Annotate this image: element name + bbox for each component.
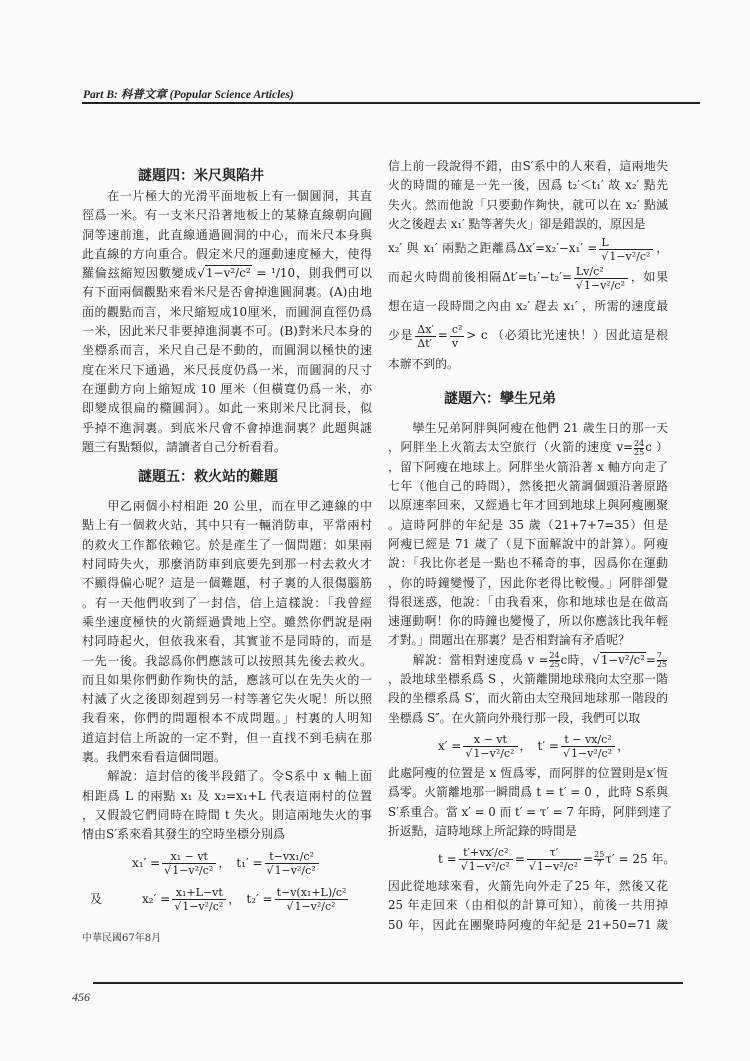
publication-date: 中華民國67年8月 — [82, 932, 162, 944]
text-run: 少是 — [388, 328, 414, 343]
text-run: 50 年，因此在團聚時阿瘦的年紀是 21+50=71 歲 — [388, 917, 668, 932]
text-run: 想在這一段時間之內由 x₂′ 趕去 x₁′ ，所需的速度最 — [388, 299, 668, 314]
square-root — [267, 863, 317, 877]
text-line — [82, 283, 372, 302]
text-line — [388, 234, 668, 263]
radicand: 1−v²/c² — [600, 652, 645, 667]
radicand: 1−v²/c² — [172, 863, 214, 877]
text-run: 在運動方向上縮短成 10 厘米（但橫寬仍爲一米，亦 — [82, 381, 372, 396]
fraction — [450, 323, 465, 350]
text-run: 因此從地球來看，火箭先向外走了25 年，然後又花 — [388, 879, 668, 894]
small-fraction — [594, 851, 604, 868]
text-run: ， — [655, 241, 668, 256]
text-run: 徑爲一米。有一支米尺沿著地板上的某條直線朝向圓 — [82, 208, 372, 223]
text-run: t = — [438, 852, 457, 867]
square-root — [576, 278, 626, 292]
text-line — [388, 651, 668, 670]
text-run: 而且如果你們動作夠快的話，應該可以在先失火的一 — [82, 672, 372, 687]
text-line — [82, 690, 372, 709]
text-run: = — [583, 852, 594, 867]
text-run: 解說：當相對速度爲 v = — [388, 652, 549, 667]
text-run: 村同時失火，那麼消防車到底要先到那一村去救火才 — [82, 557, 372, 572]
text-run: x₁+L−vt — [175, 885, 223, 899]
radical-sign: √ — [460, 860, 468, 874]
text-run: 的救火工作都依賴它。於是產生了一個問題：如果兩 — [82, 537, 372, 552]
text-run: L — [601, 235, 609, 249]
text-run: 才對。」問題出在那裏？是否相對論有矛盾呢？ — [388, 633, 630, 648]
text-line — [388, 292, 668, 321]
text-run: 一先一後。我認爲你們應該可以按照其先後去救火。 — [82, 653, 372, 668]
square-root — [563, 746, 613, 760]
text-run: 村同時起火，但依我來看，其實並不是同時的，而是 — [82, 634, 372, 649]
text-run: 羅倫玆縮短因數變成 — [82, 266, 198, 281]
text-line — [82, 226, 372, 245]
text-run: = ¹/10，則我們可以 — [251, 266, 372, 281]
text-line — [82, 825, 372, 844]
text-run: 乘坐速度極快的火箭經過貴地上空。雖然你們說是兩 — [82, 614, 372, 629]
denominator — [463, 746, 517, 760]
text-run: 乎掉不進洞裏。到底米尺會不會掉進洞裏？此題與謎 — [82, 420, 372, 435]
text-run: 有下面兩個觀點來看米尺是否會掉進圓洞裏。(A)由地 — [82, 285, 372, 300]
text-line — [82, 497, 372, 516]
text-run: 即變成很扁的橢圓洞）。如此一來則米尺比洞長，似 — [82, 401, 372, 416]
denominator: 25 — [549, 660, 560, 670]
text-run: 火之後趕去 x₁′ 點等著失火」卻是錯誤的，原因是 — [388, 216, 646, 231]
text-line — [82, 767, 372, 786]
radicand: 1−v²/c² — [570, 746, 613, 760]
text-run: 點上有一個救火站，其中只有一輛消防車，平常兩村 — [82, 518, 372, 533]
text-run: 坐標系而言，米尺自己是不動的，而圓洞以極快的速 — [82, 343, 372, 358]
radicand: 1−v²/c² — [609, 249, 651, 263]
text-run: 在一片極大的光滑平面地板上有一個圓洞，其直 — [82, 189, 372, 203]
text-run: 火的時間的確是一先一後，因爲 t₂′＜t₁′ 故 x₂′ 點先 — [388, 178, 668, 193]
radical-sign: √ — [197, 266, 205, 281]
denominator — [265, 863, 319, 877]
text-run: 爲零。火箭離地那一瞬間爲 t = t′ = 0 ，此時 S系與 — [388, 785, 668, 800]
radicand: 1−v²/c² — [294, 899, 336, 913]
denominator — [527, 859, 581, 873]
text-run: ， t₁′ = — [218, 855, 263, 870]
text-line — [82, 361, 372, 380]
text-run: 甲乙兩個小村相距 20 公里，而在甲乙連線的中 — [82, 499, 372, 514]
text-line — [388, 477, 668, 496]
numerator — [561, 733, 615, 746]
text-line — [82, 399, 372, 418]
text-line — [388, 350, 668, 379]
radical-sign: √ — [592, 652, 600, 667]
numerator — [265, 850, 319, 863]
small-fraction — [549, 652, 559, 669]
fraction — [527, 846, 581, 873]
text-run: x₁′ = — [132, 855, 161, 870]
text-line — [388, 263, 668, 292]
text-run: = — [645, 652, 656, 667]
text-line — [82, 729, 372, 748]
text-line — [82, 787, 372, 806]
numerator — [275, 886, 349, 899]
text-run: ，阿胖坐上火箭去太空旅行（火箭的速度 v= — [388, 440, 633, 455]
text-line — [82, 806, 372, 825]
text-run: x₁ − vt — [170, 849, 208, 863]
equation — [388, 728, 668, 764]
radicand: 1−v²/c² — [182, 899, 224, 913]
text-line — [82, 632, 372, 651]
text-line — [388, 822, 668, 841]
text-run: 。有一天他們收到了一封信，信上這樣說：「我曾經 — [82, 595, 372, 610]
equation — [388, 841, 676, 877]
running-header: Part B: 科普文章 (Popular Science Articles) — [83, 89, 294, 101]
text-run: 我看來，你們的問題根本不成問題。」村裏的人明知 — [82, 711, 372, 726]
text-line — [388, 670, 668, 689]
text-line — [388, 157, 668, 176]
text-run: v — [451, 336, 459, 350]
fraction — [265, 850, 319, 877]
text-run: 信上前一段說得不錯，由S′系中的人來看，這兩地失 — [388, 159, 668, 173]
denominator — [275, 899, 349, 913]
text-run: = — [437, 328, 448, 343]
fraction — [415, 323, 436, 350]
square-root — [601, 249, 651, 263]
text-run: Lv/c² — [575, 264, 604, 278]
radicand: 1−v²/c² — [536, 860, 579, 874]
numerator — [574, 265, 628, 278]
text-run: 情由S′系來看其發生的空時坐標分別爲 — [82, 827, 285, 842]
text-run: t−vx₁/c² — [269, 849, 314, 863]
radical-sign: √ — [528, 860, 536, 874]
text-run: c² — [451, 322, 463, 336]
left-column — [82, 165, 372, 949]
text-line — [388, 215, 668, 234]
denominator — [162, 863, 216, 877]
equation — [82, 881, 372, 917]
section-heading: 謎題四：米尺與陷井 — [138, 168, 264, 184]
footer-rule — [93, 982, 683, 984]
square-root — [592, 652, 646, 667]
radical-sign: √ — [266, 863, 274, 877]
text-line — [388, 438, 668, 457]
text-run: Δt′ — [417, 336, 433, 350]
radical-sign: √ — [562, 746, 570, 760]
denominator — [450, 336, 465, 350]
text-run: ，留下阿瘦在地球上。阿胖坐火箭沿著 x 軸方向走了 — [388, 459, 668, 474]
text-run: S′系重合。當 x′ = 0 而 t′ = τ′ = 7 年時，阿胖到達了 — [388, 804, 673, 819]
text-run: 段的坐標系爲 S′，而火箭由太空飛回地球那一階段的 — [388, 691, 668, 706]
square-root — [286, 899, 336, 913]
text-line — [82, 555, 372, 574]
numerator — [172, 886, 226, 899]
numerator — [415, 323, 436, 336]
text-run: 裏。我們來看看這個問題。 — [82, 750, 227, 765]
text-run: τ′ — [549, 846, 559, 860]
denominator — [561, 746, 615, 760]
text-run: t−v(x₁+L)/c² — [276, 885, 347, 899]
text-line — [388, 535, 668, 554]
text-run: x − vt — [473, 732, 507, 746]
text-run: 洞等速前進，此直線通過圓洞的中心，而米尺本身與 — [82, 227, 372, 242]
text-line — [388, 783, 668, 802]
text-line — [82, 341, 372, 360]
text-run: x′ = — [438, 738, 462, 753]
radical-sign: √ — [575, 278, 583, 292]
text-run: x₂′ = — [142, 891, 171, 906]
text-line — [388, 612, 668, 631]
denominator: 7 — [594, 859, 604, 868]
text-run: ，又假設它們同時在時間 t 失火。則這兩地失火的事 — [82, 807, 372, 822]
text-line — [388, 877, 668, 896]
text-line — [388, 496, 668, 515]
denominator: 25 — [634, 447, 645, 457]
text-run: 不顯得偏心呢？這是一個難題，村子裏的人很傷腦筋 — [82, 576, 372, 591]
text-line — [82, 574, 372, 593]
radicand: 1−v²/c² — [583, 278, 625, 292]
radicand: 1−v²/c² — [468, 860, 510, 874]
radicand: 1−v²/c² — [205, 266, 251, 281]
fraction — [574, 265, 628, 292]
equation — [82, 845, 372, 881]
square-root — [164, 863, 214, 877]
page-number: 456 — [72, 990, 90, 1004]
text-line — [388, 764, 668, 783]
text-line — [82, 206, 372, 225]
text-run: 題三有點類似，請讀者自己分析看看。 — [82, 439, 287, 454]
fraction — [275, 886, 349, 913]
text-run: 。這時阿胖的年紀是 35 歲（21+7+7=35）但是 — [388, 517, 668, 532]
text-run: 25 年走回來（由相似的計算可知），前後一共用掉 — [388, 898, 668, 913]
fraction — [463, 733, 517, 760]
text-run: 說：「我比你老是一點也不稀奇的事，因爲你在運動 — [388, 556, 668, 571]
header-rule — [82, 102, 700, 104]
text-line — [82, 419, 372, 438]
right-column — [388, 157, 676, 935]
numerator — [450, 323, 465, 336]
numerator: 25 — [594, 850, 605, 860]
text-line — [388, 516, 668, 535]
text-run: 坐標爲 S″。在火箭向外飛行那一段，我們可以取 — [388, 710, 641, 725]
text-run: c時， — [560, 652, 593, 667]
text-run: ，你的時鐘變慢了，因此你老得比較慢。」阿胖卻覺 — [388, 575, 668, 590]
text-run: 折返點，這時地球上所記錄的時間是 — [388, 823, 577, 838]
equation-label: 及 — [90, 891, 103, 906]
numerator: 7 — [656, 651, 662, 661]
text-line — [388, 419, 668, 438]
text-line — [82, 187, 372, 206]
text-run: 阿瘦已經是 71 歲了（見下面解說中的計算）。阿瘦 — [388, 536, 668, 551]
text-run: 一米，因此米尺非要掉進洞裏不可。(B)對米尺本身的 — [82, 324, 372, 339]
text-run: 度在米尺下通過，米尺長度仍爲一米，而圓洞的尺寸 — [82, 362, 372, 377]
fraction — [162, 850, 216, 877]
square-root — [529, 859, 579, 873]
numerator: 24 — [549, 651, 560, 661]
square-root — [465, 746, 515, 760]
text-run: 村滅了火之後即刻趕到另一村等著它失火呢！所以照 — [82, 692, 372, 707]
text-run: 此處阿瘦的位置是 x 恆爲零，而阿胖的位置則是x′恆 — [388, 765, 668, 780]
text-run: = — [514, 852, 525, 867]
text-line — [388, 689, 668, 708]
numerator — [599, 236, 653, 249]
text-run: ， t′ = — [519, 738, 559, 753]
text-run: 速運動啊！你的時鐘也變慢了，所以你應該比我年輕 — [388, 614, 668, 629]
square-root — [174, 899, 224, 913]
small-fraction — [634, 440, 644, 457]
text-run: 失火。然而他說「只要動作夠快，就可以在 x₂′ 點滅 — [388, 197, 668, 212]
text-line — [388, 916, 668, 935]
text-line — [82, 516, 372, 535]
denominator — [599, 249, 653, 263]
text-run: 此直線的方向重合。假定米尺的運動速度極大，使得 — [82, 246, 372, 261]
numerator — [459, 846, 513, 859]
text-line — [82, 264, 372, 283]
text-line — [82, 709, 372, 728]
text-line — [388, 321, 668, 350]
fraction — [599, 236, 653, 263]
text-run: t′+vx′/c² — [463, 846, 509, 860]
radical-sign: √ — [465, 746, 473, 760]
denominator: 25 — [656, 660, 667, 670]
text-run: x₂′ 與 x₁′ 兩點之距離爲Δx′=x₂′−x₁′ = — [388, 241, 598, 256]
text-line — [388, 593, 668, 612]
text-run: 相距爲 L 的兩點 x₁ 及 x₂=x₁+L 代表這兩村的位置 — [82, 788, 372, 803]
small-fraction — [657, 652, 667, 669]
radical-sign: √ — [286, 899, 294, 913]
denominator — [574, 278, 628, 292]
text-line — [82, 671, 372, 690]
text-line — [82, 748, 372, 767]
section-heading: 謎題六：孿生兄弟 — [444, 391, 556, 408]
radical-sign: √ — [164, 863, 172, 877]
text-line — [82, 613, 372, 632]
numerator: 24 — [634, 438, 645, 448]
text-line — [388, 631, 668, 650]
text-line — [82, 594, 372, 613]
numerator — [527, 846, 581, 859]
text-line — [82, 245, 372, 264]
radicand: 1−v²/c² — [473, 746, 515, 760]
text-line — [388, 458, 668, 477]
text-line — [82, 652, 372, 671]
text-run: Δx′ — [417, 322, 434, 336]
text-run: c ） — [645, 440, 668, 455]
denominator — [415, 336, 436, 350]
text-run: > c （必須比光速快！）因此這是根 — [466, 328, 668, 343]
text-run: ，如果 — [630, 270, 668, 285]
radicand: 1−v²/c² — [274, 863, 316, 877]
denominator — [459, 859, 513, 873]
text-run: 以原速率回來，又經過七年才回到地球上與阿瘦團聚 — [388, 498, 668, 513]
text-run: ， — [617, 738, 630, 753]
text-line — [388, 574, 668, 593]
section-heading: 謎題五：救火站的難題 — [138, 469, 278, 486]
text-line — [388, 709, 668, 728]
text-line — [388, 196, 668, 215]
text-run: 解說：這封信的後半段錯了。令S系中 x 軸上面 — [82, 769, 372, 784]
text-line — [82, 438, 372, 457]
radical-sign: √ — [601, 249, 609, 263]
text-run: 孿生兄弟阿胖與阿瘦在他們 21 歲生日的那一天 — [388, 421, 668, 436]
text-line — [388, 176, 668, 195]
text-run: t − vx/c² — [564, 732, 612, 746]
radical-sign: √ — [174, 899, 182, 913]
text-line — [82, 303, 372, 322]
text-run: ， t₂′ = — [228, 891, 273, 906]
text-run: 本辦不到的。 — [388, 357, 459, 372]
text-line — [82, 536, 372, 555]
text-line — [82, 322, 372, 341]
square-root — [197, 265, 252, 280]
text-run: ，設地球坐標系爲 S ，火箭離開地球飛向太空那一階 — [388, 672, 668, 687]
numerator — [463, 733, 517, 746]
text-run: 七年（他自己的時間），然後把火箭調個頭沿著原路 — [388, 479, 668, 494]
denominator — [172, 899, 226, 913]
numerator — [162, 850, 216, 863]
text-line — [388, 554, 668, 573]
text-run: 面的觀點而言，米尺縮短成10厘米，而圓洞直徑仍爲 — [82, 304, 372, 319]
text-run: 道這封信上所說的一定不對，但一直找不到毛病在那 — [82, 730, 372, 745]
text-run: τ′ = 25 年。 — [605, 852, 676, 867]
fraction — [172, 886, 226, 913]
text-run: 得很迷惑，他說：「由我看來，你和地球也是在做高 — [388, 594, 668, 609]
text-line — [388, 896, 668, 915]
text-line — [82, 380, 372, 399]
text-line — [388, 803, 673, 822]
square-root — [461, 859, 511, 873]
fraction — [561, 733, 615, 760]
fraction — [459, 846, 513, 873]
text-run: 而起火時間前後相隔Δt′=t₁′−t₂′= — [388, 270, 572, 285]
